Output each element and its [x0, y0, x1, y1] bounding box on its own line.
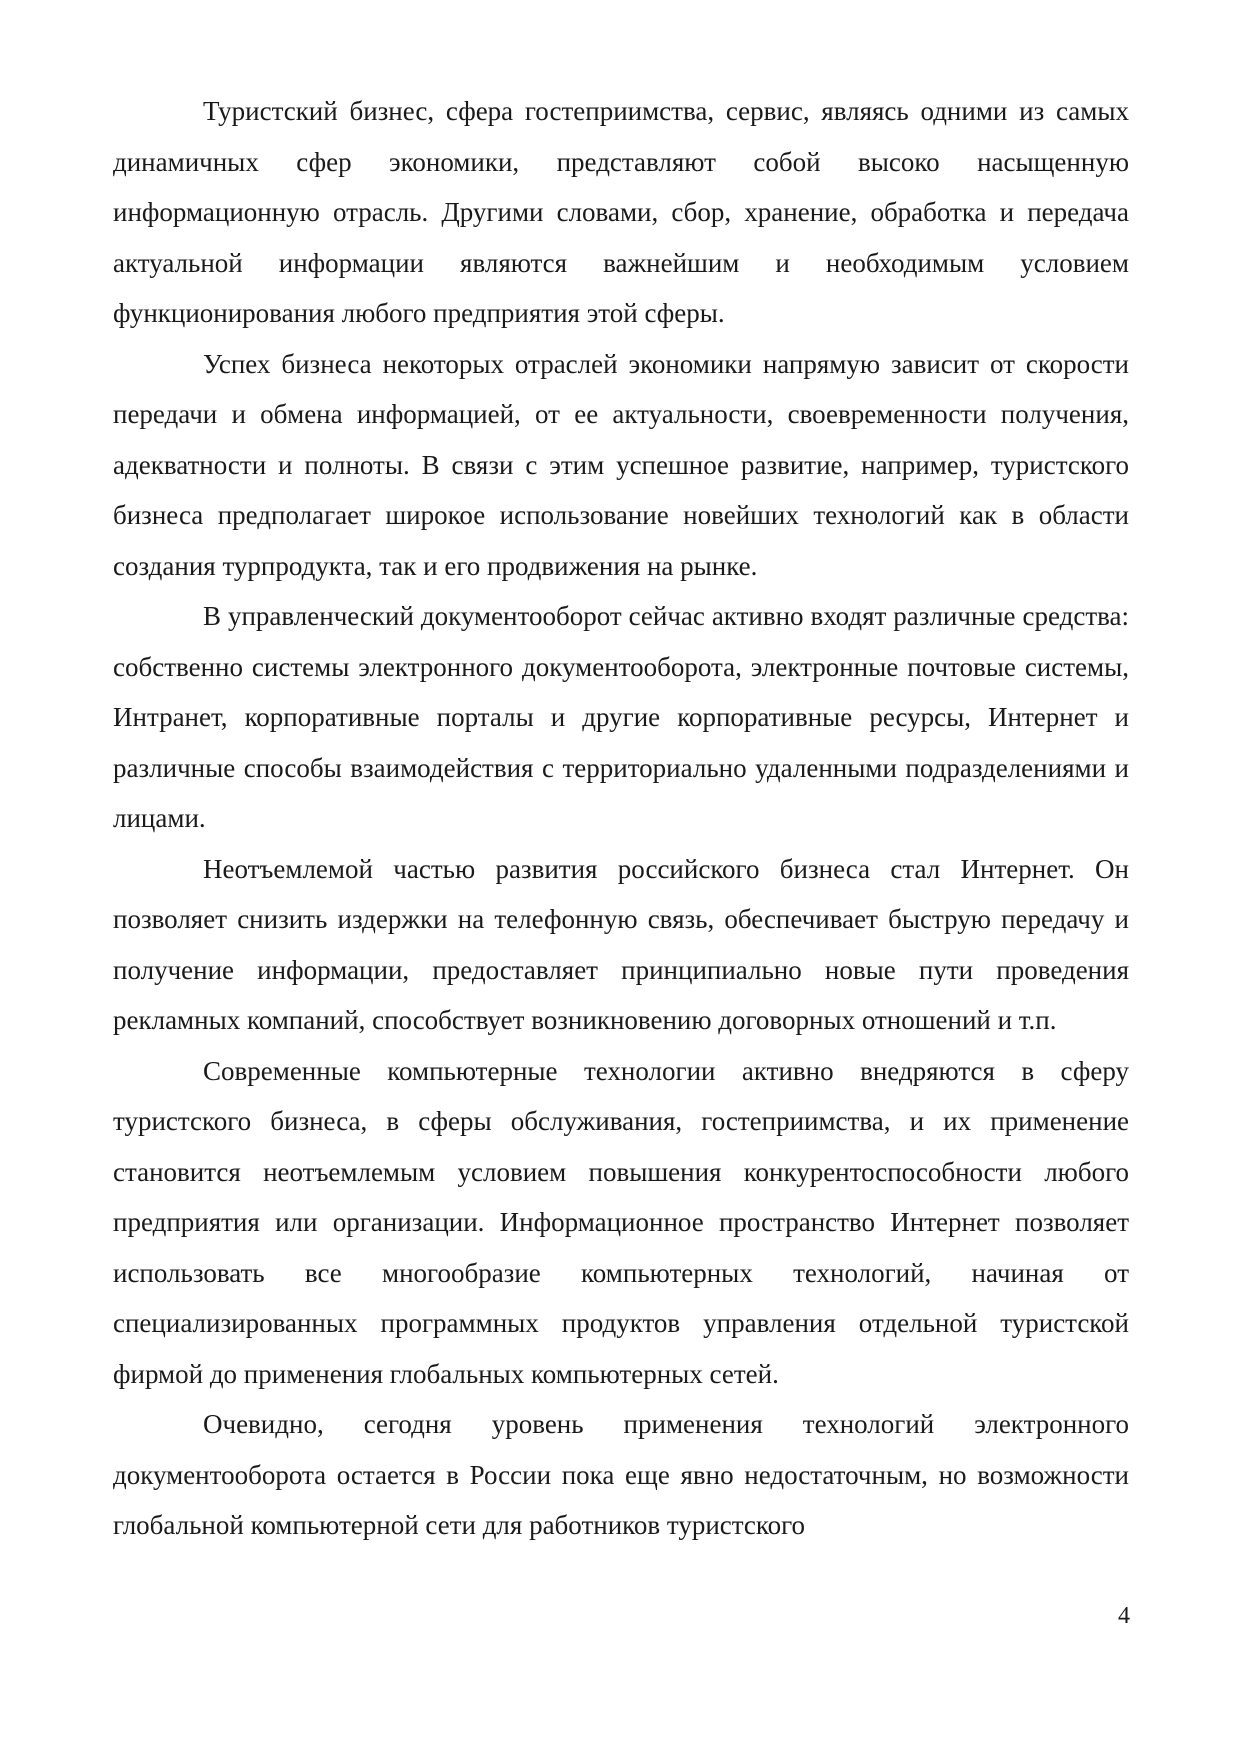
paragraph-1: Туристский бизнес, сфера гостеприимства, сервис, являясь одними из самых динамичных сфер экономики, представляют собой высоко насыщенную информационную отрасль. Другими словами, сбор, хранение, обработка и передача актуальной информации являются важнейшим и необходимым условием функционирования любого предприятия этой сферы. — [113, 96, 1129, 328]
paragraph-6: Очевидно, сегодня уровень применения технологий электронного документооборота остается в России пока еще явно недостаточным, но возможности глобальной компьютерной сети для работников туристского — [113, 1409, 1129, 1540]
body-text — [113, 86, 1129, 1551]
paragraph-4: Неотъемлемой частью развития российского бизнеса стал Интернет. Он позволяет снизить издержки на телефонную связь, обеспечивает быструю передачу и получение информации, предоставляет принципиально новые пути проведения рекламных компаний, способствует возникновению договорных отношений и т.п. — [113, 853, 1129, 1035]
page-number: 4 — [1118, 1603, 1130, 1629]
paragraph-2: Успех бизнеса некоторых отраслей экономики напрямую зависит от скорости передачи и обмена информацией, от ее актуальности, своевременности получения, адекватности и полноты. В связи с этим успешное развитие, например, туристского бизнеса предполагает широкое использование новейших технологий как в области создания турпродукта, так и его продвижения на рынке. — [113, 348, 1129, 581]
paragraph-3: В управленческий документооборот сейчас активно входят различные средства: собственно системы электронного документооборота, электронные почтовые системы, Интранет, корпоративные порталы и другие корпоративные ресурсы, Интернет и различные способы взаимодействия с территориально удаленными подразделениями и лицами. — [113, 601, 1129, 833]
paragraph-5: Современные компьютерные технологии активно внедряются в сферу туристского бизнеса, в сферы обслуживания, гостеприимства, и их применение становится неотъемлемым условием повышения конкурентоспособности любого предприятия или организации. Информационное пространство Интернет позволяет использовать все многообразие компьютерных технологий, начиная от специализированных программных продуктов управления отдельной туристской фирмой до применения глобальных компьютерных сетей. — [113, 1055, 1129, 1389]
